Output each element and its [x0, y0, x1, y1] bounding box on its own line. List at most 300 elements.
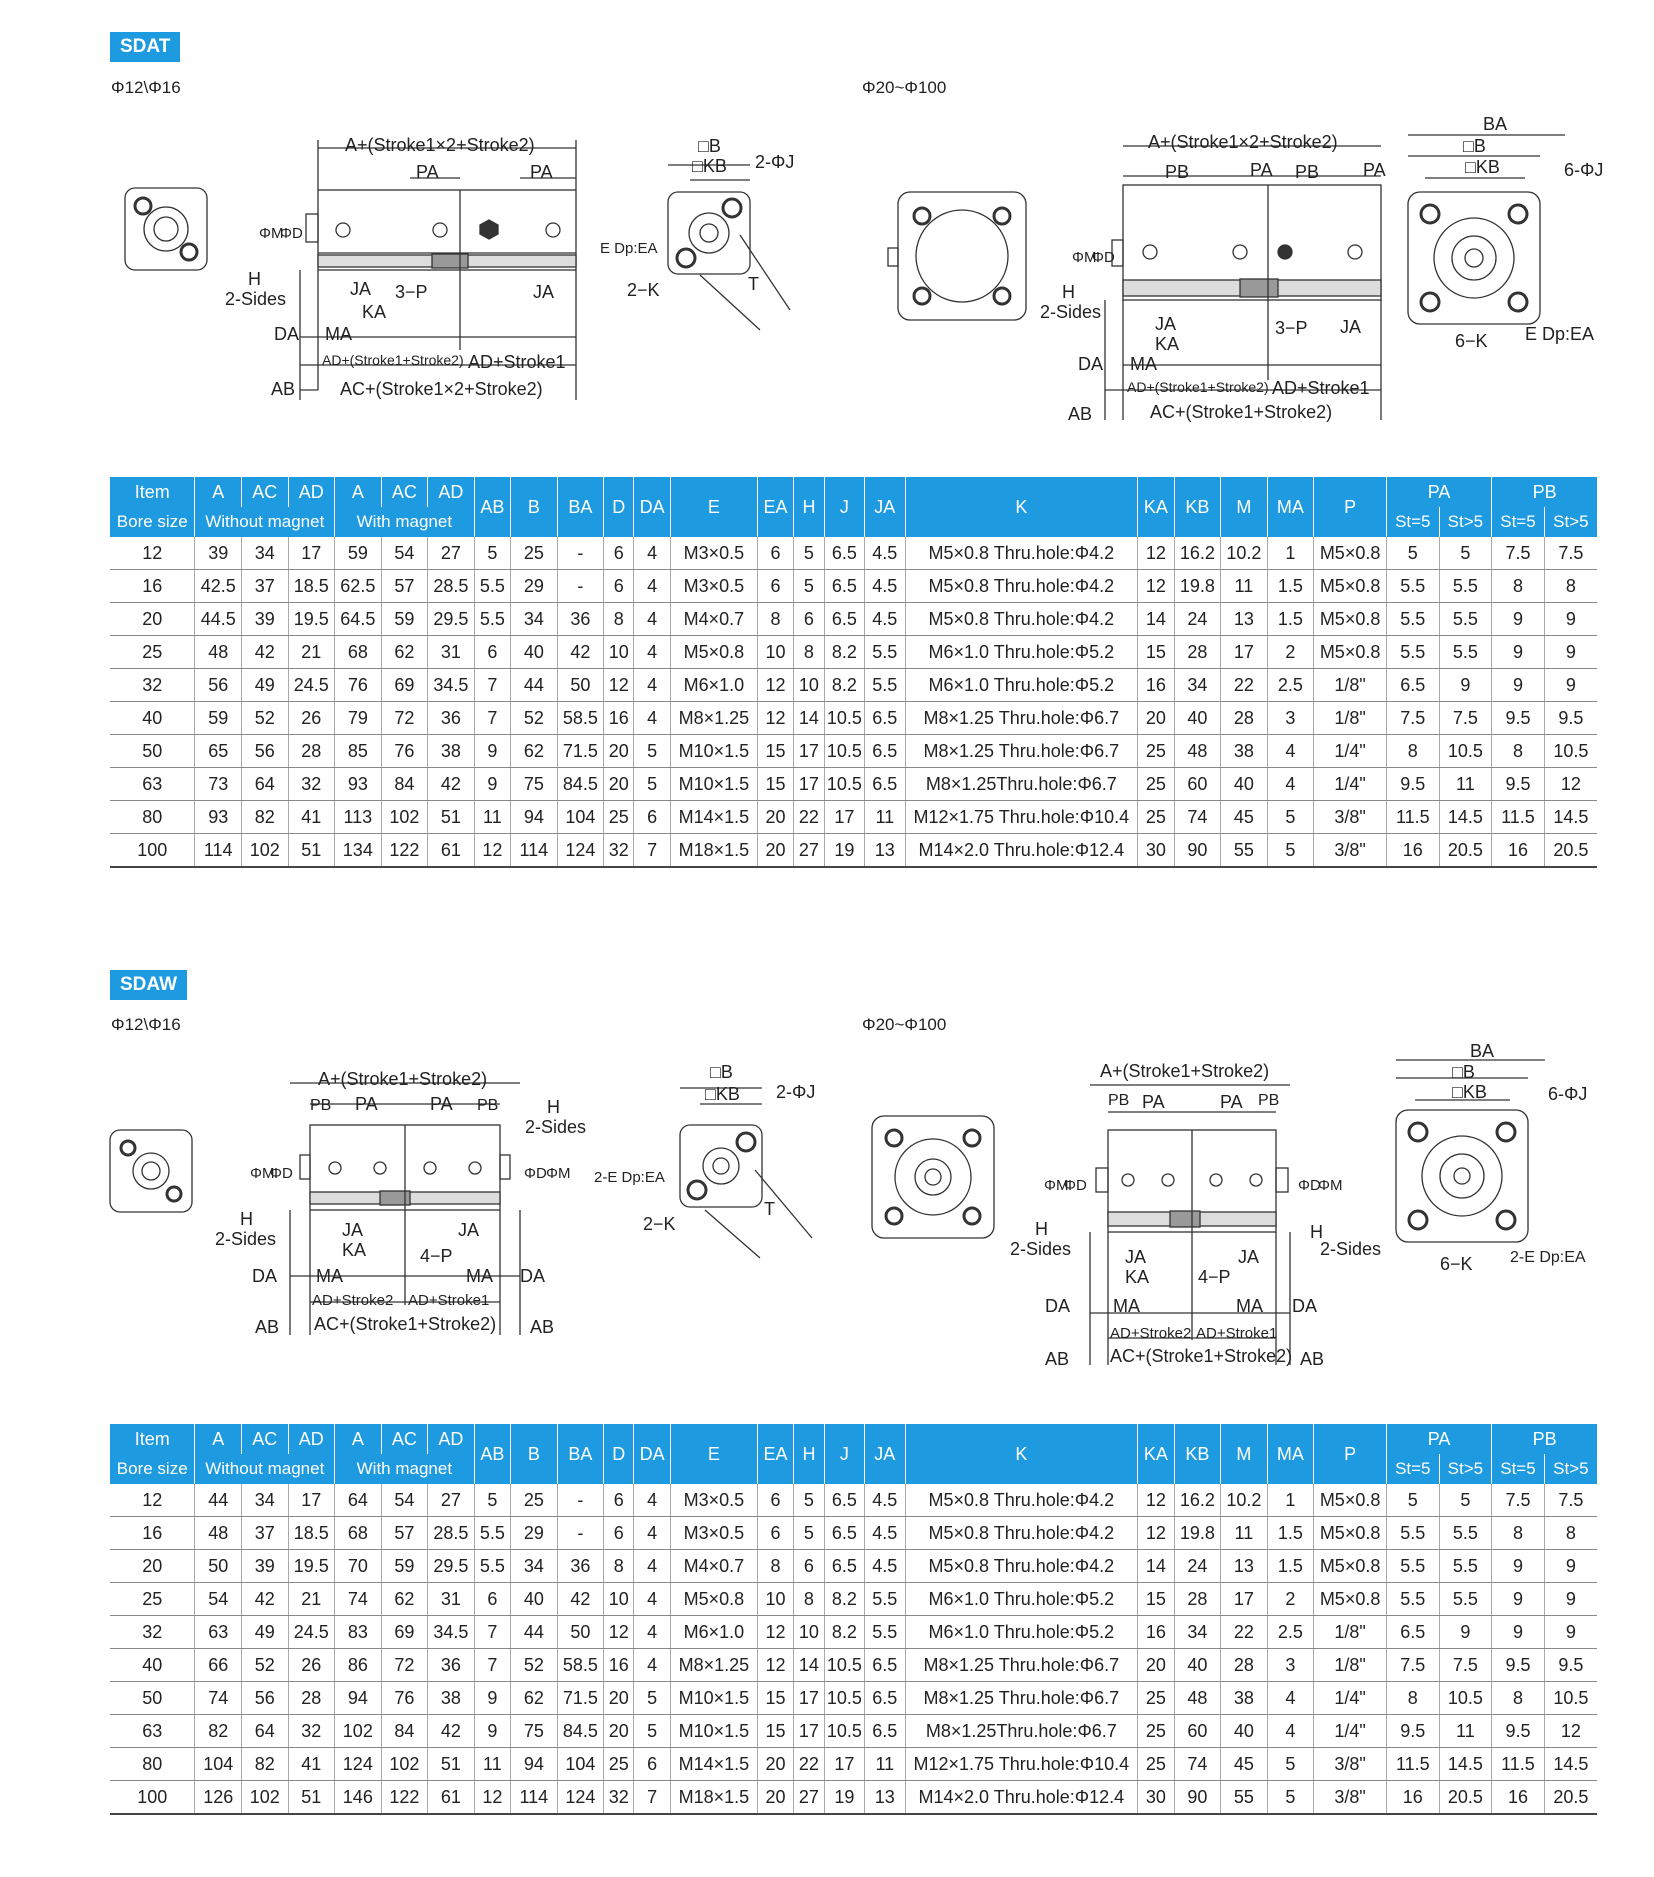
table-cell: 5.5: [1439, 603, 1492, 636]
table-cell: 28.5: [428, 1517, 475, 1550]
table-cell: 24.5: [288, 669, 335, 702]
table-cell: 9: [1492, 1616, 1545, 1649]
table-cell: 8: [604, 603, 634, 636]
table-cell: 64: [242, 768, 289, 801]
table-cell: 34: [242, 1484, 289, 1517]
th-EA: EA: [757, 477, 793, 537]
table-cell: 3: [1267, 702, 1314, 735]
table-cell: 49: [242, 1616, 289, 1649]
table-cell: M6×1.0 Thru.hole:Φ5.2: [905, 1616, 1138, 1649]
table-cell: M14×2.0 Thru.hole:Φ12.4: [905, 834, 1138, 868]
th-JA: JA: [865, 1424, 905, 1484]
table-cell: 58.5: [557, 702, 604, 735]
table-cell: 1/4": [1314, 1682, 1387, 1715]
table-cell: 5.5: [474, 570, 510, 603]
th-KA: KA: [1138, 477, 1174, 537]
table-cell: 124: [557, 1781, 604, 1815]
table-cell: 5.5: [1387, 1550, 1440, 1583]
table-cell: 20: [604, 768, 634, 801]
table-cell: 63: [195, 1616, 242, 1649]
table-cell: 5: [634, 1682, 670, 1715]
table-cell: 5.5: [1439, 636, 1492, 669]
table-cell: 76: [381, 1682, 428, 1715]
table-cell: 7.5: [1439, 1649, 1492, 1682]
table-cell: 19: [824, 1781, 864, 1815]
sdat-s-JA2: JA: [533, 282, 555, 302]
table-cell: 122: [381, 1781, 428, 1815]
table-cell: 9.5: [1492, 1715, 1545, 1748]
table-cell: 11.5: [1387, 1748, 1440, 1781]
table-cell: 20: [757, 1781, 793, 1815]
table-cell: 80: [110, 1748, 195, 1781]
table-cell: 82: [195, 1715, 242, 1748]
table-cell: 14: [794, 1649, 824, 1682]
sdaw-s-EA: 2-E Dp:EA: [594, 1169, 665, 1186]
table-cell: 32: [604, 834, 634, 868]
table-cell: 15: [757, 1682, 793, 1715]
table-cell: 26: [288, 1649, 335, 1682]
th-A2: A: [335, 1424, 382, 1454]
sdaw-l-A: A+(Stroke1+Stroke2): [1100, 1061, 1270, 1081]
table-cell: 51: [288, 834, 335, 868]
table-cell: 7.5: [1544, 537, 1597, 570]
table-cell: 49: [242, 669, 289, 702]
sdat-l-EA: E Dp:EA: [1525, 324, 1595, 344]
sdat-l-KB: □KB: [1465, 157, 1500, 177]
table-cell: 10: [604, 636, 634, 669]
table-cell: 32: [110, 669, 195, 702]
table-cell: 66: [195, 1649, 242, 1682]
sdaw-s-J: 2-ΦJ: [776, 1082, 816, 1102]
table-cell: 28.5: [428, 570, 475, 603]
table-cell: 104: [195, 1748, 242, 1781]
table-cell: 6.5: [865, 1715, 905, 1748]
table-cell: 34: [511, 603, 558, 636]
table-cell: M6×1.0: [670, 669, 757, 702]
table-cell: 25: [1138, 801, 1174, 834]
table-cell: 19: [824, 834, 864, 868]
th-AC2: AC: [381, 1424, 428, 1454]
table-cell: 10: [794, 1616, 824, 1649]
table-cell: 50: [195, 1550, 242, 1583]
table-cell: 36: [557, 1550, 604, 1583]
table-cell: M5×0.8 Thru.hole:Φ4.2: [905, 1517, 1138, 1550]
table-cell: 41: [288, 1748, 335, 1781]
th-M: M: [1221, 1424, 1268, 1484]
table-cell: 8: [1492, 570, 1545, 603]
sdaw-s-A: A+(Stroke1+Stroke2): [318, 1069, 488, 1089]
table-cell: 69: [381, 669, 428, 702]
sdaw-l-AB1: AB: [1045, 1349, 1070, 1369]
table-cell: 11: [1439, 768, 1492, 801]
table-cell: 2: [1267, 636, 1314, 669]
table-cell: 10.5: [824, 1715, 864, 1748]
table-cell: 8: [794, 1583, 824, 1616]
sdaw-s-PA2: PA: [430, 1094, 453, 1114]
th-E: E: [670, 477, 757, 537]
table-cell: 25: [1138, 1715, 1174, 1748]
table-cell: 25: [604, 1748, 634, 1781]
table-cell: 62: [381, 636, 428, 669]
th-E: E: [670, 1424, 757, 1484]
table-cell: 9: [1544, 1583, 1597, 1616]
th-AD2: AD: [428, 477, 475, 507]
table-cell: 9.5: [1544, 1649, 1597, 1682]
table-cell: 12: [757, 702, 793, 735]
table-cell: 12: [604, 1616, 634, 1649]
table-cell: 5.5: [474, 1550, 510, 1583]
th-st4: St>5: [1544, 507, 1597, 537]
table-cell: 34: [511, 1550, 558, 1583]
sdaw-l-PA2: PA: [1220, 1092, 1243, 1112]
table-cell: 8.2: [824, 669, 864, 702]
sdaw-s-PB1: PB: [310, 1097, 332, 1114]
table-cell: 83: [335, 1616, 382, 1649]
table-cell: 16: [1492, 1781, 1545, 1815]
table-cell: M5×0.8 Thru.hole:Φ4.2: [905, 1484, 1138, 1517]
table-cell: 25: [1138, 1748, 1174, 1781]
sdaw-s-JA1: JA: [342, 1220, 364, 1240]
table-cell: 4.5: [865, 1484, 905, 1517]
table-cell: 39: [195, 537, 242, 570]
table-cell: 65: [195, 735, 242, 768]
table-cell: 94: [511, 801, 558, 834]
table-cell: 6: [474, 1583, 510, 1616]
table-cell: 62: [511, 735, 558, 768]
table-cell: M12×1.75 Thru.hole:Φ10.4: [905, 801, 1138, 834]
table-cell: 16: [604, 702, 634, 735]
table-cell: M5×0.8 Thru.hole:Φ4.2: [905, 1550, 1138, 1583]
table-cell: 12: [1138, 1484, 1174, 1517]
table-cell: 34.5: [428, 669, 475, 702]
table-cell: 9: [1492, 1550, 1545, 1583]
table-cell: 9: [1544, 1616, 1597, 1649]
table-cell: 6: [634, 801, 670, 834]
th-st4: St>5: [1544, 1454, 1597, 1484]
table-cell: 5.5: [1439, 1517, 1492, 1550]
sdat-s-AD2: AD+Stroke1: [468, 352, 566, 372]
table-cell: 14: [1138, 1550, 1174, 1583]
th-B: B: [511, 1424, 558, 1484]
table-cell: 28: [1221, 702, 1268, 735]
table-cell: 4: [634, 636, 670, 669]
sdat-l-PB1: PB: [1165, 162, 1190, 182]
sdaw-s-PA1: PA: [355, 1094, 378, 1114]
table-cell: 54: [381, 537, 428, 570]
table-cell: 10.5: [824, 1682, 864, 1715]
table-cell: 10.5: [824, 702, 864, 735]
sdat-l-D: ΦD: [1092, 249, 1115, 266]
table-cell: 76: [335, 669, 382, 702]
table-cell: 56: [195, 669, 242, 702]
table-cell: 20: [110, 603, 195, 636]
table-cell: 50: [557, 1616, 604, 1649]
th-with: With magnet: [335, 1454, 475, 1484]
table-cell: 19.5: [288, 603, 335, 636]
table-cell: 59: [195, 702, 242, 735]
table-cell: 24.5: [288, 1616, 335, 1649]
table-cell: 75: [511, 1715, 558, 1748]
th-H: H: [794, 1424, 824, 1484]
table-cell: 9: [474, 1715, 510, 1748]
table-cell: 12: [757, 1616, 793, 1649]
table-cell: 5.5: [865, 1583, 905, 1616]
table-cell: 94: [335, 1682, 382, 1715]
table-cell: 37: [242, 570, 289, 603]
table-cell: 52: [242, 702, 289, 735]
th-AB: AB: [474, 1424, 510, 1484]
table-cell: 4: [634, 1484, 670, 1517]
table-cell: 26: [288, 702, 335, 735]
table-cell: 62.5: [335, 570, 382, 603]
table-cell: 12: [110, 537, 195, 570]
sdat-s-P: 3−P: [395, 282, 428, 302]
table-cell: 7: [634, 1781, 670, 1815]
table-cell: 34: [1174, 1616, 1221, 1649]
table-cell: 57: [381, 1517, 428, 1550]
table-cell: 6: [604, 570, 634, 603]
table-cell: 18.5: [288, 1517, 335, 1550]
table-cell: 102: [242, 1781, 289, 1815]
th-B: B: [511, 477, 558, 537]
sdaw-s-H: H: [547, 1097, 560, 1117]
table-cell: 8.2: [824, 636, 864, 669]
table-cell: 6.5: [1387, 1616, 1440, 1649]
table-cell: 17: [824, 801, 864, 834]
table-cell: 126: [195, 1781, 242, 1815]
table-cell: 84: [381, 768, 428, 801]
table-cell: 12: [110, 1484, 195, 1517]
table-cell: 3/8": [1314, 1748, 1387, 1781]
table-cell: M3×0.5: [670, 537, 757, 570]
table-cell: 12: [757, 669, 793, 702]
table-cell: 8: [757, 603, 793, 636]
table-cell: 71.5: [557, 1682, 604, 1715]
table-cell: 10.5: [824, 735, 864, 768]
table-cell: M5×0.8: [1314, 1517, 1387, 1550]
sdat-l-BA: BA: [1483, 114, 1508, 134]
table-cell: M8×1.25Thru.hole:Φ6.7: [905, 1715, 1138, 1748]
table-cell: 40: [511, 1583, 558, 1616]
table-cell: 7: [474, 702, 510, 735]
table-cell: 48: [195, 636, 242, 669]
table-cell: 36: [428, 702, 475, 735]
th-J: J: [824, 1424, 864, 1484]
th-P: P: [1314, 477, 1387, 537]
table-cell: 27: [794, 834, 824, 868]
sdaw-spec-table: [110, 1424, 1597, 1815]
table-row: [110, 1484, 1597, 1517]
table-cell: M8×1.25: [670, 702, 757, 735]
table-cell: 58.5: [557, 1649, 604, 1682]
th-st3: St=5: [1492, 1454, 1545, 1484]
table-cell: 16.2: [1174, 537, 1221, 570]
sdaw-l-P: 4−P: [1198, 1267, 1231, 1287]
table-cell: 72: [381, 702, 428, 735]
table-cell: M5×0.8: [1314, 636, 1387, 669]
table-cell: 85: [335, 735, 382, 768]
table-cell: 4.5: [865, 1550, 905, 1583]
table-cell: 41: [288, 801, 335, 834]
table-cell: 25: [511, 537, 558, 570]
sdaw-l-EA: 2-E Dp:EA: [1510, 1249, 1586, 1266]
table-cell: 5: [794, 1517, 824, 1550]
th-M: M: [1221, 477, 1268, 537]
table-cell: 17: [288, 1484, 335, 1517]
table-cell: 60: [1174, 1715, 1221, 1748]
table-cell: 2: [1267, 1583, 1314, 1616]
sdat-l-K: 6−K: [1455, 331, 1488, 351]
table-cell: 102: [335, 1715, 382, 1748]
table-cell: 6.5: [865, 1649, 905, 1682]
table-cell: 4.5: [865, 537, 905, 570]
sdat-large-bore-title: Φ20~Φ100: [862, 78, 947, 97]
table-cell: 59: [335, 537, 382, 570]
th-AB: AB: [474, 477, 510, 537]
table-cell: -: [557, 1484, 604, 1517]
sdaw-s-JA2: JA: [458, 1220, 480, 1240]
table-cell: 59: [381, 1550, 428, 1583]
sdaw-s-Hl: H: [240, 1209, 253, 1229]
table-cell: M14×2.0 Thru.hole:Φ12.4: [905, 1781, 1138, 1815]
table-cell: 6.5: [865, 768, 905, 801]
th-AC: AC: [242, 477, 289, 507]
table-cell: 20: [604, 735, 634, 768]
sdat-s-KB: □KB: [692, 156, 727, 176]
sdaw-s-M2: ΦM: [546, 1165, 571, 1182]
table-cell: 90: [1174, 1781, 1221, 1815]
table-cell: 44: [511, 1616, 558, 1649]
table-cell: 28: [1174, 1583, 1221, 1616]
table-cell: 5.5: [1439, 1583, 1492, 1616]
sdaw-l-MA2: MA: [1236, 1296, 1263, 1316]
sdaw-l-KA: KA: [1125, 1267, 1150, 1287]
table-cell: 20.5: [1439, 1781, 1492, 1815]
table-cell: 14.5: [1544, 801, 1597, 834]
table-cell: 15: [757, 1715, 793, 1748]
table-cell: 29: [511, 570, 558, 603]
table-cell: 40: [1221, 768, 1268, 801]
table-cell: 6.5: [1387, 669, 1440, 702]
th-st1: St=5: [1387, 507, 1440, 537]
table-cell: 31: [428, 636, 475, 669]
table-cell: 8: [1387, 1682, 1440, 1715]
table-cell: 19.8: [1174, 1517, 1221, 1550]
table-cell: 9.5: [1387, 768, 1440, 801]
table-cell: 16: [1138, 669, 1174, 702]
th-PB: PB: [1492, 477, 1597, 507]
table-cell: 7.5: [1387, 1649, 1440, 1682]
table-cell: 44: [195, 1484, 242, 1517]
table-cell: 9.5: [1492, 1649, 1545, 1682]
sdaw-l-H2: 2-Sides: [1010, 1239, 1072, 1259]
table-cell: 14.5: [1439, 1748, 1492, 1781]
table-cell: 17: [794, 1682, 824, 1715]
table-cell: 10.5: [1439, 1682, 1492, 1715]
table-cell: 6.5: [824, 570, 864, 603]
table-cell: 17: [824, 1748, 864, 1781]
table-cell: M18×1.5: [670, 834, 757, 868]
sdaw-l-J: 6-ΦJ: [1548, 1084, 1588, 1104]
table-cell: 29: [511, 1517, 558, 1550]
table-cell: 124: [335, 1748, 382, 1781]
table-cell: -: [557, 570, 604, 603]
table-cell: 10.5: [824, 768, 864, 801]
table-cell: 8: [757, 1550, 793, 1583]
table-cell: M3×0.5: [670, 1517, 757, 1550]
table-cell: 40: [511, 636, 558, 669]
table-cell: 68: [335, 636, 382, 669]
table-cell: 64.5: [335, 603, 382, 636]
table-cell: 61: [428, 834, 475, 868]
table-cell: M12×1.75 Thru.hole:Φ10.4: [905, 1748, 1138, 1781]
table-cell: 114: [511, 1781, 558, 1815]
table-cell: 27: [428, 1484, 475, 1517]
table-cell: 5.5: [474, 603, 510, 636]
table-cell: 52: [242, 1649, 289, 1682]
table-cell: 94: [511, 1748, 558, 1781]
table-cell: 100: [110, 834, 195, 868]
sdat-s-T: T: [748, 274, 759, 294]
table-cell: 22: [1221, 669, 1268, 702]
table-cell: 93: [195, 801, 242, 834]
sdaw-l-H2r: 2-Sides: [1320, 1239, 1382, 1259]
table-cell: 84.5: [557, 1715, 604, 1748]
table-cell: 5: [794, 537, 824, 570]
table-cell: 12: [1138, 537, 1174, 570]
table-cell: 17: [1221, 636, 1268, 669]
th-bore: Bore size: [110, 507, 195, 537]
th-st1: St=5: [1387, 1454, 1440, 1484]
table-cell: 22: [794, 1748, 824, 1781]
table-cell: M5×0.8: [1314, 537, 1387, 570]
table-cell: 4: [1267, 1682, 1314, 1715]
table-cell: 39: [242, 603, 289, 636]
sdaw-s-P: 4−P: [420, 1246, 453, 1266]
table-cell: 15: [757, 735, 793, 768]
table-cell: 11: [1221, 570, 1268, 603]
table-cell: 9: [1492, 669, 1545, 702]
table-cell: 11: [1221, 1517, 1268, 1550]
table-cell: 54: [195, 1583, 242, 1616]
sdaw-l-DA2: DA: [1292, 1296, 1318, 1316]
table-cell: 17: [288, 537, 335, 570]
sdat-l-JA2: JA: [1340, 317, 1362, 337]
table-cell: 18.5: [288, 570, 335, 603]
table-cell: 64: [242, 1715, 289, 1748]
table-cell: 64: [335, 1484, 382, 1517]
table-cell: 6: [757, 537, 793, 570]
sdat-s-A: A+(Stroke1×2+Stroke2): [345, 135, 535, 155]
table-cell: 84: [381, 1715, 428, 1748]
table-cell: 8: [794, 636, 824, 669]
table-cell: 12: [604, 669, 634, 702]
table-cell: 1/8": [1314, 702, 1387, 735]
sdaw-badge: SDAW: [110, 970, 187, 1000]
th-without: Without magnet: [195, 507, 335, 537]
sdat-l-H: H: [1062, 282, 1075, 302]
th-item: Item: [110, 1424, 195, 1454]
table-cell: 9: [474, 1682, 510, 1715]
table-cell: 38: [428, 1682, 475, 1715]
table-cell: 29.5: [428, 1550, 475, 1583]
th-AC: AC: [242, 1424, 289, 1454]
th-MA: MA: [1267, 1424, 1314, 1484]
th-PA: PA: [1387, 1424, 1492, 1454]
table-cell: 9.5: [1492, 702, 1545, 735]
table-cell: 5.5: [1387, 636, 1440, 669]
sdat-l-P: 3−P: [1275, 318, 1308, 338]
